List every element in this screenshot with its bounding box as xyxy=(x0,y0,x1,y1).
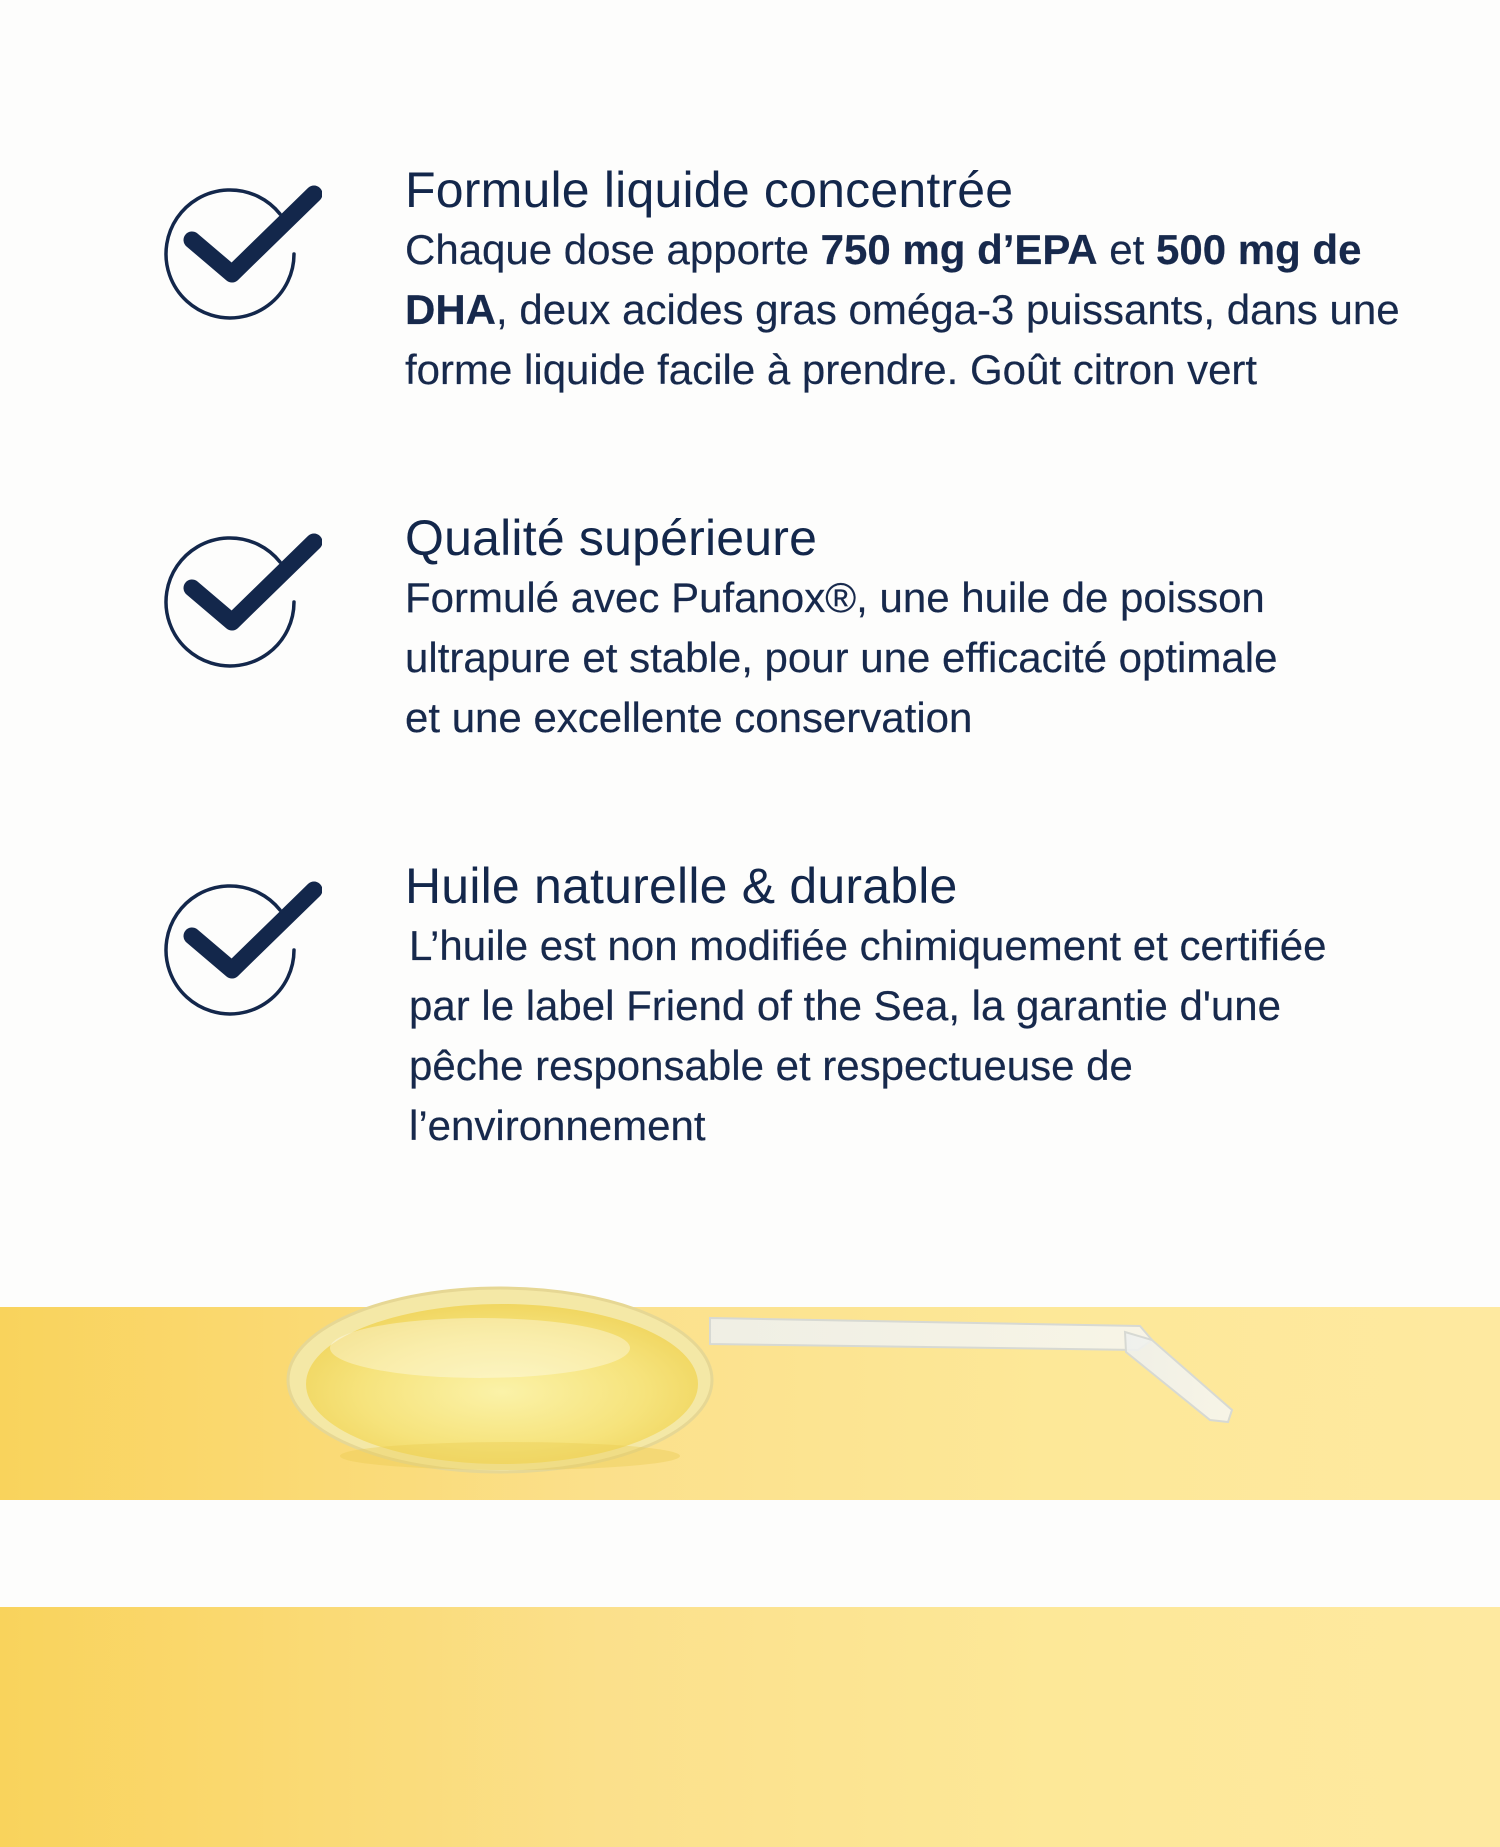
check-circle-icon xyxy=(162,522,322,682)
feature-natural-sustainable xyxy=(0,856,1500,1196)
check-circle-icon xyxy=(162,870,322,1030)
feature-concentrated-formula xyxy=(0,160,1500,500)
dosing-spoon-icon xyxy=(280,1260,1240,1490)
feature-title: Huile naturelle & durable xyxy=(405,858,958,914)
feature-title: Formule liquide concentrée xyxy=(405,162,1014,218)
feature-body: Formulé avec Pufanox®, une huile de poisson ultrapure et stable, pour une efficacité optimale et une excellente conservation xyxy=(405,574,1278,741)
feature-body: Chaque dose apporte 750 mg d’EPA et 500 mg de DHA, deux acides gras oméga-3 puissants, dans une forme liquide facile à prendre. Goût citron vert xyxy=(405,226,1400,393)
feature-superior-quality xyxy=(0,508,1500,848)
feature-title: Qualité supérieure xyxy=(405,510,818,566)
yellow-surface xyxy=(0,1607,1500,1847)
feature-body: L’huile est non modifiée chimiquement et certifiée par le label Friend of the Sea, la garantie d'une pêche responsable et respectueuse de l’environnement xyxy=(409,922,1327,1149)
check-circle-icon xyxy=(162,174,322,334)
